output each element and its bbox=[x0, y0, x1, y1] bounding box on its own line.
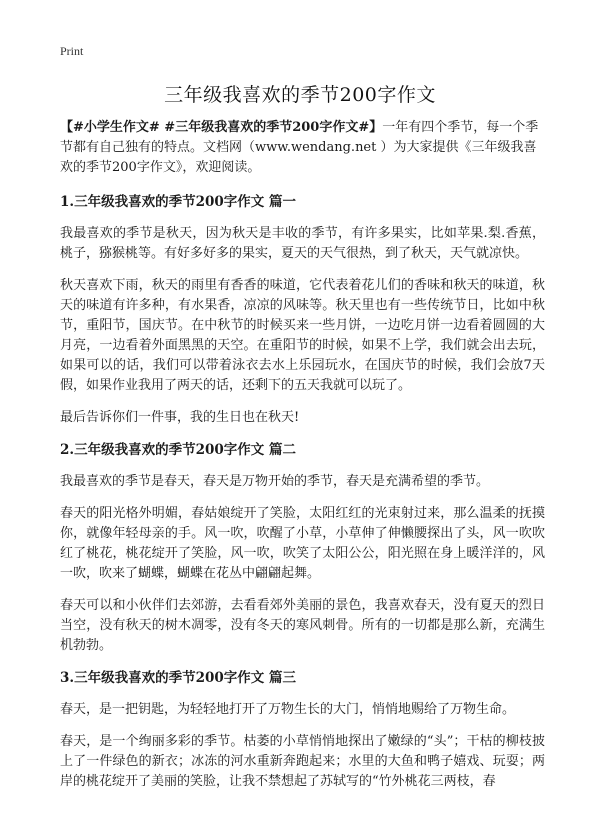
intro-tags: 【#小学生作文# #三年级我喜欢的季节200字作文#】 bbox=[60, 120, 383, 135]
section-1-paragraph: 最后告诉你们一件事，我的生日也在秋天! bbox=[60, 410, 300, 425]
section-1-paragraph: 秋天喜欢下雨，秋天的雨里有香香的味道，它代表着花儿们的香味和秋天的味道，秋天的味道有许多种，有水果香，凉凉的风味等。秋天里也有一些传统节日，比如中秋节，重阳节，国庆节。在中秋节的时候买来一些月饼，一边吃月饼一边看着圆圆的大月亮，一边看着外面黑黑的天空。在重阳节的时候，如果不上学，我们就会出去玩，如果可以的话，我们可以带着泳衣去水上乐园玩水，在国庆节的时候，我们会放7天假，如果作业我用了两天的话，还剩下的五天我就可以玩了。 bbox=[60, 278, 545, 393]
intro-paragraph bbox=[60, 118, 545, 178]
section-heading-2: 2.三年级我喜欢的季节200字作文 篇二 bbox=[60, 442, 296, 458]
section-1-paragraph: 我最喜欢的季节是秋天，因为秋天是丰收的季节，有许多果实，比如苹果.梨.香蕉，桃子，猕猴桃等。有好多好多的果实，夏天的天气很热，到了秋天，天气就凉快。 bbox=[60, 226, 545, 261]
section-2-paragraph: 春天可以和小伙伴们去郊游，去看看郊外美丽的景色，我喜欢春天，没有夏天的烈日当空，没有秋天的树木凋零，没有冬天的寒风刺骨。所有的一切都是那么新，充满生机勃勃。 bbox=[60, 598, 545, 653]
section-3-paragraph: 春天，是一个绚丽多彩的季节。枯萎的小草悄悄地探出了嫩绿的“头”；干枯的柳枝披上了一件绿色的新衣；冰冻的河水重新奔跑起来；水里的大鱼和鸭子嬉戏、玩耍；两岸的桃花绽开了美丽的笑脸，让我不禁想起了苏轼写的“竹外桃花三两枝，春 bbox=[60, 734, 545, 789]
article-body bbox=[60, 118, 545, 804]
section-2-paragraph: 我最喜欢的季节是春天，春天是万物开始的季节，春天是充满希望的季节。 bbox=[60, 474, 490, 489]
page-title: 三年级我喜欢的季节200字作文 bbox=[164, 84, 436, 106]
print-label: Print bbox=[60, 44, 84, 58]
section-heading-1: 1.三年级我喜欢的季节200字作文 篇一 bbox=[60, 194, 296, 210]
intro-text: 一年有四个季节，每一个季节都有自己独有的特点。文档网（www.wendang.net ）为大家提供《三年级我喜欢的季节200字作文》，欢迎阅读。 bbox=[60, 120, 539, 175]
section-heading-3: 3.三年级我喜欢的季节200字作文 篇三 bbox=[60, 670, 296, 686]
section-2-paragraph: 春天的阳光格外明媚，春姑娘绽开了笑脸，太阳红红的光束射过来，那么温柔的抚摸你，就像年轻母亲的手。风一吹，吹醒了小草，小草伸了伸懒腰探出了头，风一吹吹红了桃花，桃花绽开了笑脸，风一吹，吹笑了太阳公公，阳光照在身上暖洋洋的，风一吹，吹来了蝴蝶，蝴蝶在花丛中翩翩起舞。 bbox=[60, 506, 545, 581]
section-3-paragraph: 春天，是一把钥匙，为轻轻地打开了万物生长的大门，悄悄地赐给了万物生命。 bbox=[60, 702, 516, 717]
